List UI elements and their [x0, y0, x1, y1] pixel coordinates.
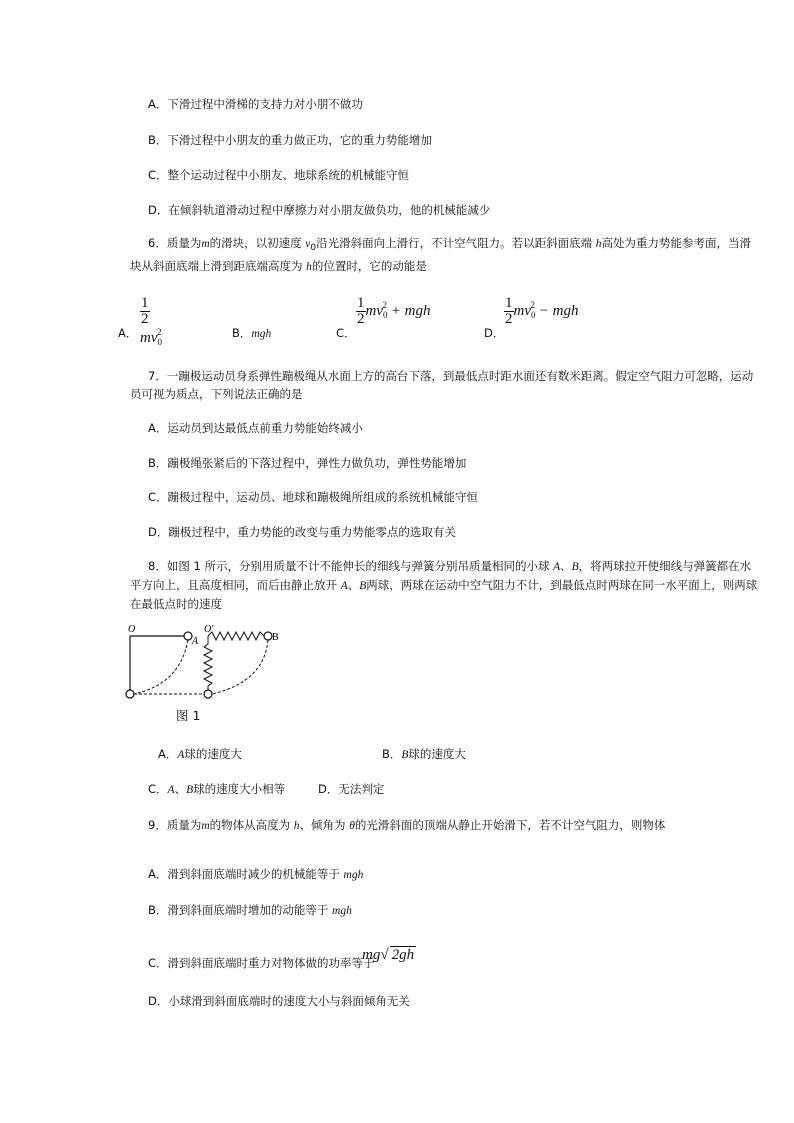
spring-horizontal	[208, 632, 264, 640]
q6-option-b-label: B．mgh	[232, 326, 272, 340]
q9-option-c: C．滑到斜面底端时重力对物体做的功率等于	[148, 956, 375, 970]
label-o: O	[128, 624, 136, 635]
ball-a-bottom	[126, 690, 134, 698]
q5-option-c: C．整个运动过程中小朋友、地球系统的机械能守恒	[148, 168, 410, 182]
q6-option-a-formula: $\frac{1}{2}$ $mv_0^2$	[140, 295, 162, 347]
q6-option-a-label: A．	[118, 326, 138, 340]
q6-stem: 6．质量为m的滑块，以初速度 $v_0$沿光滑斜面向上滑行，不计空气阻力。若以距斜面底端 h高处为重力势能参考面，当滑块从斜面底端上滑到距底端高度为 h的位置时，它的动能是	[130, 236, 752, 273]
path-a-dashed	[134, 640, 188, 694]
q6-option-d-label: D．	[484, 326, 505, 340]
q5-option-a: A．下滑过程中滑梯的支持力对小朋不做功	[148, 97, 363, 111]
ball-b-bottom	[204, 690, 212, 698]
q8-figure-caption: 图 1	[176, 708, 201, 723]
q8-option-d: D．无法判定	[318, 782, 385, 796]
label-a: A	[192, 636, 199, 647]
q5-option-d: D．在倾斜轨道滑动过程中摩擦力对小朋友做负功，他的机械能减少	[148, 203, 491, 217]
q8-option-b: B．B球的速度大	[382, 747, 466, 761]
label-b: B	[272, 632, 279, 643]
path-b-dashed	[212, 640, 268, 694]
ball-b-start	[264, 632, 272, 640]
q9-option-d: D．小球滑到斜面底端时的速度大小与斜面倾角无关	[148, 994, 410, 1008]
q6-option-d-formula: $\frac{1}{2}$ $mv_0^2$ − mgh	[505, 295, 579, 327]
q9-option-a: A．滑到斜面底端时减少的机械能等于 mgh	[148, 867, 364, 881]
ball-a-start	[184, 632, 192, 640]
q8-figure	[120, 622, 290, 726]
q9-option-c-formula: mg√ 2gh	[362, 947, 415, 963]
q8-option-a: A．A球的速度大	[158, 747, 242, 761]
q6-option-c-formula: $\frac{1}{2}$ $mv_0^2$ + mgh	[357, 295, 431, 327]
q7-option-d: D．蹦极过程中，重力势能的改变与重力势能零点的选取有关	[148, 525, 456, 539]
q7-option-b: B．蹦极绳张紧后的下落过程中，弹性力做负功，弹性势能增加	[148, 456, 467, 470]
q7-stem: 7．一蹦极运动员身系弹性蹦极绳从水面上方的高台下落，到最低点时距水面还有数米距离。假定空气阻力可忽略，运动员可视为质点，下列说法正确的是	[130, 369, 754, 401]
q6-option-c-label: C．	[336, 326, 356, 340]
label-o-prime: O'	[204, 624, 214, 635]
q7-option-c: C．蹦极过程中，运动员、地球和蹦极绳所组成的系统机械能守恒	[148, 490, 479, 504]
q7-option-a: A．运动员到达最低点前重力势能始终减小	[148, 421, 363, 435]
q8-option-c: C．A、B球的速度大小相等	[148, 782, 286, 796]
spring-vertical	[204, 636, 212, 690]
q9-option-b: B．滑到斜面底端时增加的动能等于 mgh	[148, 903, 352, 917]
q8-stem: 8．如图 1 所示，分别用质量不计不能伸长的细线与弹簧分别吊质量相同的小球 A、B，将两球拉开使细线与弹簧都在水平方向上，且高度相同，而后由静止放开 A、B两球，两球在运动中空气阻力不计，到最低点时两球在同一水平面上，则两球在最低点时的速度	[130, 559, 758, 611]
q9-stem: 9．质量为m的物体从高度为 h、倾角为 θ的光滑斜面的顶端从静止开始滑下，若不计空气阻力，则物体	[148, 818, 666, 832]
q5-option-b: B．下滑过程中小朋友的重力做正功，它的重力势能增加	[148, 133, 432, 147]
